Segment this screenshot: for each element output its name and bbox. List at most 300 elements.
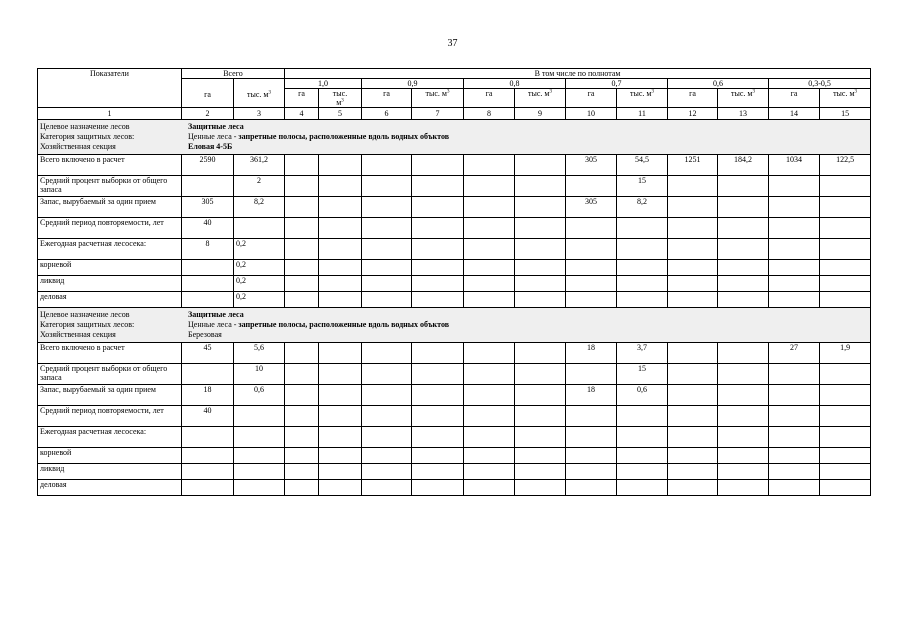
protective-category-label: Категория защитных лесов: xyxy=(40,132,135,141)
row-value xyxy=(820,292,871,308)
row-value xyxy=(362,260,412,276)
row-value xyxy=(668,427,718,448)
row-value xyxy=(617,406,668,427)
economic-section xyxy=(40,142,868,152)
row-label: Всего включено в расчет xyxy=(38,343,182,364)
row-value xyxy=(515,292,566,308)
row-value: 10 xyxy=(234,364,285,385)
row-value xyxy=(319,343,362,364)
row-value xyxy=(769,197,820,218)
row-value xyxy=(362,292,412,308)
row-value xyxy=(820,427,871,448)
row-value xyxy=(319,448,362,464)
row-value: 18 xyxy=(182,385,234,406)
row-value xyxy=(464,480,515,496)
row-value xyxy=(668,364,718,385)
row-value xyxy=(464,239,515,260)
unit-text: тыс. м xyxy=(731,89,753,98)
row-value xyxy=(668,448,718,464)
row-value xyxy=(464,364,515,385)
row-label: Средний период повторяемости, лет xyxy=(38,406,182,427)
row-value xyxy=(515,176,566,197)
unit-text: тыс. м xyxy=(528,89,550,98)
row-value xyxy=(668,239,718,260)
row-value xyxy=(362,197,412,218)
unit-text: тыс. м xyxy=(630,89,652,98)
row-value xyxy=(566,260,617,276)
row-value xyxy=(464,427,515,448)
row-value xyxy=(412,427,464,448)
section-header xyxy=(38,120,871,155)
row-value xyxy=(769,176,820,197)
column-number: 13 xyxy=(718,108,769,120)
table-row xyxy=(38,155,871,176)
column-number: 5 xyxy=(319,108,362,120)
row-value xyxy=(412,364,464,385)
row-value xyxy=(285,155,319,176)
row-value xyxy=(617,427,668,448)
row-value: 8,2 xyxy=(234,197,285,218)
column-number: 15 xyxy=(820,108,871,120)
row-value xyxy=(769,292,820,308)
row-value xyxy=(464,197,515,218)
row-value: 18 xyxy=(566,343,617,364)
row-value xyxy=(234,427,285,448)
row-value xyxy=(617,239,668,260)
row-value xyxy=(319,276,362,292)
row-value xyxy=(566,480,617,496)
row-value xyxy=(319,239,362,260)
header-density-4: 0,7 xyxy=(566,79,668,89)
row-value xyxy=(566,218,617,239)
row-value xyxy=(285,260,319,276)
row-value xyxy=(182,480,234,496)
unit-superscript: 3 xyxy=(341,98,344,104)
row-value xyxy=(617,480,668,496)
header-density-ha: га xyxy=(285,89,319,108)
row-value xyxy=(769,218,820,239)
column-number: 1 xyxy=(38,108,182,120)
header-density-ha: га xyxy=(464,89,515,108)
row-value: 27 xyxy=(769,343,820,364)
economic-section-value xyxy=(188,330,868,340)
protective-category-label: Категория защитных лесов: xyxy=(40,320,135,329)
forest-purpose-value xyxy=(188,310,868,320)
header-density-ha: га xyxy=(668,89,718,108)
row-value xyxy=(464,448,515,464)
row-label: ликвид xyxy=(38,276,182,292)
table-row xyxy=(38,385,871,406)
row-value xyxy=(515,427,566,448)
row-value xyxy=(182,176,234,197)
row-value xyxy=(820,176,871,197)
row-value xyxy=(515,218,566,239)
row-value xyxy=(319,218,362,239)
row-value xyxy=(234,406,285,427)
row-value xyxy=(362,480,412,496)
row-value xyxy=(566,448,617,464)
row-value xyxy=(668,480,718,496)
table-row xyxy=(38,239,871,260)
row-value xyxy=(668,260,718,276)
header-density-thou-m3 xyxy=(412,89,464,108)
table-row xyxy=(38,448,871,464)
forest-purpose-label: Целевое назначение лесов xyxy=(40,310,130,319)
row-value xyxy=(285,292,319,308)
row-value xyxy=(820,218,871,239)
row-value xyxy=(362,427,412,448)
row-value xyxy=(319,385,362,406)
unit-superscript: 3 xyxy=(268,89,271,95)
row-value xyxy=(566,406,617,427)
row-value xyxy=(668,176,718,197)
row-value: 1,9 xyxy=(820,343,871,364)
row-value xyxy=(182,427,234,448)
row-value xyxy=(769,239,820,260)
row-label: Средний процент выборки от общего запаса xyxy=(38,364,182,385)
row-value xyxy=(668,343,718,364)
row-value: 0,2 xyxy=(234,239,285,260)
row-value xyxy=(319,364,362,385)
column-number: 4 xyxy=(285,108,319,120)
column-number: 12 xyxy=(668,108,718,120)
column-number: 8 xyxy=(464,108,515,120)
row-value: 8,2 xyxy=(617,197,668,218)
row-label: корневой xyxy=(38,260,182,276)
row-value xyxy=(234,448,285,464)
header-density-thou-m3 xyxy=(718,89,769,108)
table-row xyxy=(38,292,871,308)
row-value xyxy=(362,239,412,260)
row-value xyxy=(668,406,718,427)
row-value xyxy=(182,448,234,464)
column-number: 2 xyxy=(182,108,234,120)
row-value xyxy=(319,480,362,496)
row-value xyxy=(769,406,820,427)
row-value xyxy=(319,197,362,218)
row-value xyxy=(412,448,464,464)
header-density-thou-m3 xyxy=(820,89,871,108)
table-row xyxy=(38,364,871,385)
row-value xyxy=(718,364,769,385)
cutting-area-table xyxy=(37,68,871,496)
row-value xyxy=(617,276,668,292)
row-value xyxy=(362,176,412,197)
column-number: 11 xyxy=(617,108,668,120)
header-density-5: 0,6 xyxy=(668,79,769,89)
table-row xyxy=(38,276,871,292)
row-value xyxy=(464,155,515,176)
row-value: 122,5 xyxy=(820,155,871,176)
row-value xyxy=(464,406,515,427)
row-value xyxy=(412,260,464,276)
row-label: Всего включено в расчет xyxy=(38,155,182,176)
row-value xyxy=(182,464,234,480)
table-row xyxy=(38,260,871,276)
row-label: Ежегодная расчетная лесосека: xyxy=(38,427,182,448)
economic-section-value-part: Березовая xyxy=(188,330,222,339)
row-value xyxy=(617,292,668,308)
row-value xyxy=(515,276,566,292)
column-number: 14 xyxy=(769,108,820,120)
row-value xyxy=(515,155,566,176)
row-value xyxy=(362,464,412,480)
row-value xyxy=(319,464,362,480)
row-value: 305 xyxy=(182,197,234,218)
economic-section-value xyxy=(188,142,868,152)
row-value xyxy=(769,276,820,292)
row-value xyxy=(464,218,515,239)
row-value: 0,2 xyxy=(234,276,285,292)
row-value xyxy=(412,218,464,239)
row-value xyxy=(362,276,412,292)
row-value xyxy=(182,276,234,292)
row-value xyxy=(718,406,769,427)
row-value xyxy=(412,176,464,197)
row-value: 361,2 xyxy=(234,155,285,176)
row-value xyxy=(362,385,412,406)
table-row xyxy=(38,427,871,448)
row-value xyxy=(566,276,617,292)
row-value xyxy=(412,239,464,260)
header-by-density: В том числе по полнотам xyxy=(285,69,871,79)
row-value xyxy=(617,260,668,276)
header-density-3: 0,8 xyxy=(464,79,566,89)
row-value: 1251 xyxy=(668,155,718,176)
row-value xyxy=(566,427,617,448)
row-value xyxy=(718,176,769,197)
row-value xyxy=(362,448,412,464)
table-row xyxy=(38,464,871,480)
row-value xyxy=(412,480,464,496)
forest-purpose-value-part: Защитные леса xyxy=(188,310,244,319)
row-value xyxy=(718,218,769,239)
protective-category xyxy=(40,320,868,330)
row-value xyxy=(718,292,769,308)
row-value xyxy=(464,343,515,364)
forest-purpose-value-part: Защитные леса xyxy=(188,122,244,131)
row-value xyxy=(285,480,319,496)
unit-text: тыс. м xyxy=(833,89,855,98)
row-value xyxy=(820,480,871,496)
row-value xyxy=(182,364,234,385)
row-value xyxy=(319,292,362,308)
row-value xyxy=(820,448,871,464)
row-value xyxy=(718,276,769,292)
row-value xyxy=(566,239,617,260)
row-value: 40 xyxy=(182,406,234,427)
row-value xyxy=(319,176,362,197)
row-value xyxy=(412,276,464,292)
row-value xyxy=(362,218,412,239)
row-value xyxy=(464,176,515,197)
row-value xyxy=(464,385,515,406)
row-value: 40 xyxy=(182,218,234,239)
row-value: 15 xyxy=(617,364,668,385)
row-value xyxy=(668,464,718,480)
row-value xyxy=(285,385,319,406)
protective-category-value-part: Ценные леса - xyxy=(188,132,239,141)
column-number: 9 xyxy=(515,108,566,120)
unit-text-line2: м xyxy=(336,98,342,107)
row-value xyxy=(464,276,515,292)
row-value xyxy=(412,464,464,480)
table-row xyxy=(38,406,871,427)
row-value: 0,6 xyxy=(617,385,668,406)
row-value xyxy=(464,260,515,276)
row-value xyxy=(464,464,515,480)
column-number: 6 xyxy=(362,108,412,120)
header-density-ha: га xyxy=(362,89,412,108)
header-density-ha: га xyxy=(566,89,617,108)
row-value xyxy=(234,480,285,496)
row-value xyxy=(566,176,617,197)
row-value xyxy=(566,292,617,308)
row-value xyxy=(668,276,718,292)
table-row xyxy=(38,218,871,239)
row-value xyxy=(362,155,412,176)
row-value xyxy=(515,448,566,464)
row-value: 45 xyxy=(182,343,234,364)
row-label: ликвид xyxy=(38,464,182,480)
protective-category-value-part: запретные полосы, расположенные вдоль водных объктов xyxy=(238,132,450,141)
row-label: Ежегодная расчетная лесосека: xyxy=(38,239,182,260)
row-value: 8 xyxy=(182,239,234,260)
economic-section xyxy=(40,330,868,340)
row-value xyxy=(319,260,362,276)
table-row xyxy=(38,176,871,197)
row-label: деловая xyxy=(38,292,182,308)
column-number: 7 xyxy=(412,108,464,120)
row-value xyxy=(412,155,464,176)
row-value: 0,2 xyxy=(234,260,285,276)
economic-section-label: Хозяйственная секция xyxy=(40,142,116,151)
row-value xyxy=(515,406,566,427)
row-value: 184,2 xyxy=(718,155,769,176)
row-value: 2590 xyxy=(182,155,234,176)
row-label: Средний период повторяемости, лет xyxy=(38,218,182,239)
row-value xyxy=(820,364,871,385)
row-value xyxy=(718,385,769,406)
row-value xyxy=(718,427,769,448)
row-value xyxy=(362,364,412,385)
row-value xyxy=(362,406,412,427)
protective-category-value xyxy=(188,320,868,330)
table-row xyxy=(38,480,871,496)
row-value xyxy=(769,260,820,276)
row-value xyxy=(285,364,319,385)
row-value: 0,2 xyxy=(234,292,285,308)
row-label: деловая xyxy=(38,480,182,496)
row-value xyxy=(718,480,769,496)
row-value xyxy=(718,197,769,218)
row-value xyxy=(718,343,769,364)
row-value xyxy=(515,480,566,496)
row-value xyxy=(412,343,464,364)
row-value xyxy=(769,464,820,480)
row-value xyxy=(820,406,871,427)
row-value xyxy=(412,292,464,308)
row-value xyxy=(769,480,820,496)
row-value xyxy=(820,385,871,406)
row-value xyxy=(515,260,566,276)
column-number: 10 xyxy=(566,108,617,120)
header-density-ha: га xyxy=(769,89,820,108)
forest-purpose xyxy=(40,122,868,132)
row-label: Запас, вырубаемый за один прием xyxy=(38,197,182,218)
row-value xyxy=(820,464,871,480)
economic-section-value-part: Еловая 4-5Б xyxy=(188,142,233,151)
unit-text: тыс. м xyxy=(425,89,447,98)
row-value xyxy=(718,448,769,464)
header-density-thou-m3 xyxy=(515,89,566,108)
row-value xyxy=(515,364,566,385)
row-value xyxy=(285,218,319,239)
row-value xyxy=(182,292,234,308)
header-density-thou-m3 xyxy=(617,89,668,108)
header-total: Всего xyxy=(182,69,285,79)
header-density-6: 0,3-0,5 xyxy=(769,79,871,89)
row-value xyxy=(464,292,515,308)
row-value xyxy=(820,197,871,218)
row-value xyxy=(234,464,285,480)
row-value xyxy=(285,239,319,260)
row-value xyxy=(769,427,820,448)
header-density-1: 1,0 xyxy=(285,79,362,89)
row-value xyxy=(668,197,718,218)
row-label: корневой xyxy=(38,448,182,464)
row-value: 305 xyxy=(566,155,617,176)
row-value: 54,5 xyxy=(617,155,668,176)
row-label: Запас, вырубаемый за один прием xyxy=(38,385,182,406)
row-value xyxy=(285,176,319,197)
table-row xyxy=(38,343,871,364)
row-value xyxy=(820,239,871,260)
row-value xyxy=(285,427,319,448)
row-value: 0,6 xyxy=(234,385,285,406)
row-value xyxy=(234,218,285,239)
row-value xyxy=(285,464,319,480)
protective-category-value-part: Ценные леса - xyxy=(188,320,239,329)
header-density-2: 0,9 xyxy=(362,79,464,89)
row-value xyxy=(515,385,566,406)
header-indicators: Показатели xyxy=(38,69,182,108)
row-value: 3,7 xyxy=(617,343,668,364)
row-value: 18 xyxy=(566,385,617,406)
unit-text-line1: тыс. xyxy=(332,89,348,98)
row-value xyxy=(668,218,718,239)
row-value xyxy=(617,218,668,239)
row-value xyxy=(718,464,769,480)
row-value: 1034 xyxy=(769,155,820,176)
unit-superscript: 3 xyxy=(651,89,654,95)
row-value xyxy=(362,343,412,364)
row-value xyxy=(319,155,362,176)
row-value xyxy=(566,364,617,385)
row-value xyxy=(515,464,566,480)
forest-purpose-value xyxy=(188,122,868,132)
row-value xyxy=(769,385,820,406)
row-value xyxy=(285,448,319,464)
forest-purpose-label: Целевое назначение лесов xyxy=(40,122,130,131)
table-row xyxy=(38,197,871,218)
row-value xyxy=(412,385,464,406)
row-value xyxy=(668,385,718,406)
row-value xyxy=(285,406,319,427)
row-value xyxy=(285,276,319,292)
protective-category-value-part: запретные полосы, расположенные вдоль водных объктов xyxy=(238,320,450,329)
row-value xyxy=(285,343,319,364)
